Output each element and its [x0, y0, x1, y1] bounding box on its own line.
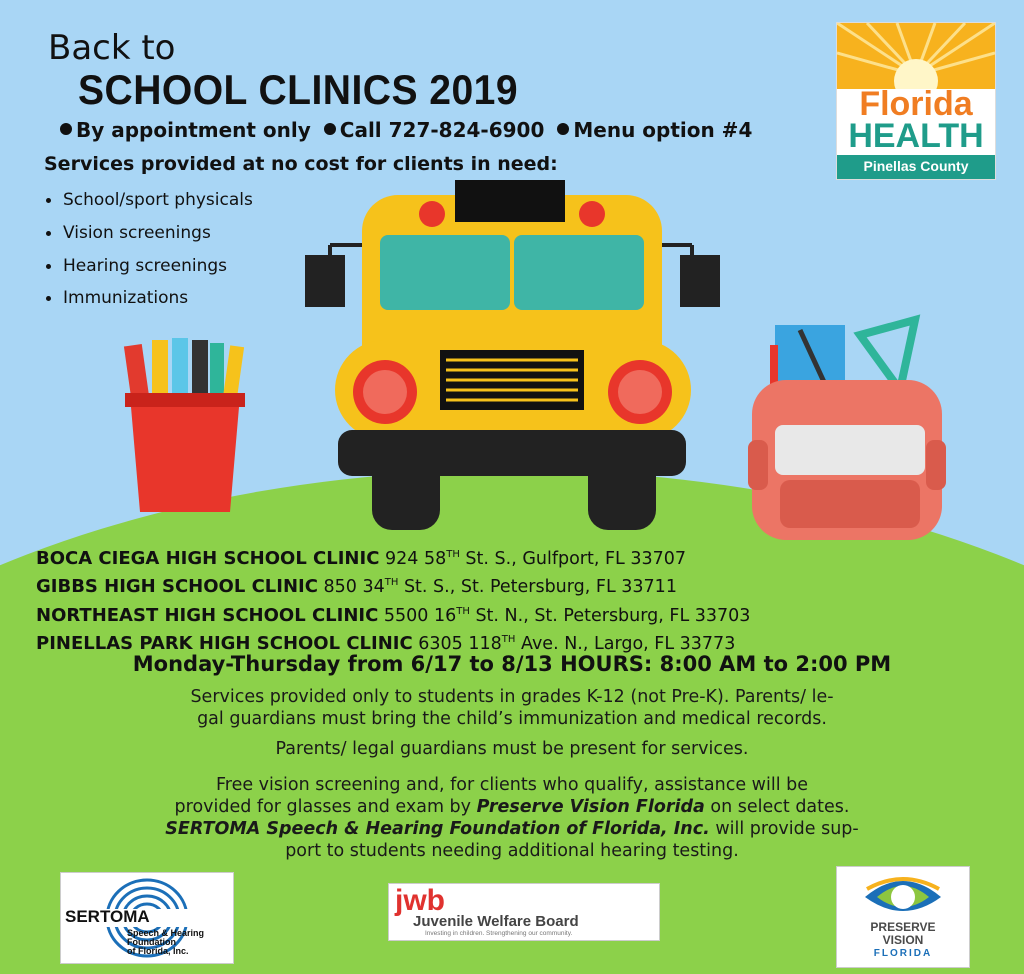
- clinic-row: GIBBS HIGH SCHOOL CLINIC 850 34TH St. S., St. Petersburg, FL 33711: [36, 576, 677, 598]
- logo-word-florida: Florida: [859, 85, 973, 123]
- clinic-list: [36, 543, 750, 656]
- florida-health-logo: [836, 22, 996, 180]
- sertoma-logo: [60, 872, 234, 964]
- clinic-row: BOCA CIEGA HIGH SCHOOL CLINIC 924 58TH St. S., Gulfport, FL 33707: [36, 547, 687, 569]
- contact-menu-option: Menu option #4: [573, 118, 753, 142]
- sertoma-subtitle: Speech & Hearing Foundation of Florida, Inc.: [127, 928, 205, 956]
- logo-word-health: HEALTH: [848, 117, 984, 155]
- service-item: Vision screenings: [46, 223, 211, 243]
- title-line-1: Back to: [48, 28, 176, 68]
- contact-appointment: By appointment only: [76, 118, 311, 142]
- logo-county: Pinellas County: [863, 158, 969, 174]
- hours-line: Monday-Thursday from 6/17 to 8/13 HOURS: 8:00 AM to 2:00 PM: [132, 652, 892, 676]
- jwb-logo: [388, 883, 660, 941]
- backpack-icon: [748, 320, 946, 540]
- pencil-cup-icon: [124, 338, 245, 512]
- bullet-icon: [324, 123, 336, 135]
- contact-phone[interactable]: Call 727-824-6900: [339, 118, 545, 142]
- service-item: Immunizations: [46, 288, 188, 308]
- service-item: School/sport physicals: [46, 190, 253, 210]
- page-title: SCHOOL CLINICS 2019: [78, 66, 519, 113]
- guardian-note: Parents/ legal guardians must be present for services.: [275, 739, 749, 759]
- jwb-tagline: Investing in children. Strengthening our community.: [425, 930, 573, 937]
- preserve-vision-wordmark: PRESERVE VISION FLORIDA: [870, 920, 936, 959]
- bullet-icon: [60, 123, 72, 135]
- clinic-row: PINELLAS PARK HIGH SCHOOL CLINIC 6305 118TH Ave. N., Largo, FL 33773: [36, 632, 736, 654]
- clinic-row: NORTHEAST HIGH SCHOOL CLINIC 5500 16TH St. N., St. Petersburg, FL 33703: [36, 604, 751, 626]
- jwb-mark: jwb: [395, 884, 445, 917]
- jwb-name: Juvenile Welfare Board: [413, 913, 579, 930]
- service-item: Hearing screenings: [46, 256, 227, 276]
- school-illustration: [0, 180, 1024, 540]
- contact-line: [60, 118, 752, 142]
- grades-note: Services provided only to students in grades K-12 (not Pre-K). Parents/ le- gal guardians must bring the child’s immunization and medical records.: [190, 687, 834, 729]
- school-bus-icon: [305, 180, 720, 530]
- services-heading: Services provided at no cost for clients in need:: [44, 153, 558, 175]
- bullet-icon: [557, 123, 569, 135]
- vision-note: Free vision screening and, for clients who qualify, assistance will be provided for glasses and exam by Preserve Vision Florida on select dates. SERTOMA Speech & Hearing Foundation of Florida, Inc. will provide sup- port to students needing additional hearing testing.: [165, 775, 859, 861]
- sertoma-name: SERTOMA: [65, 907, 150, 926]
- eye-icon: [837, 867, 969, 923]
- preserve-vision-logo: [836, 866, 970, 968]
